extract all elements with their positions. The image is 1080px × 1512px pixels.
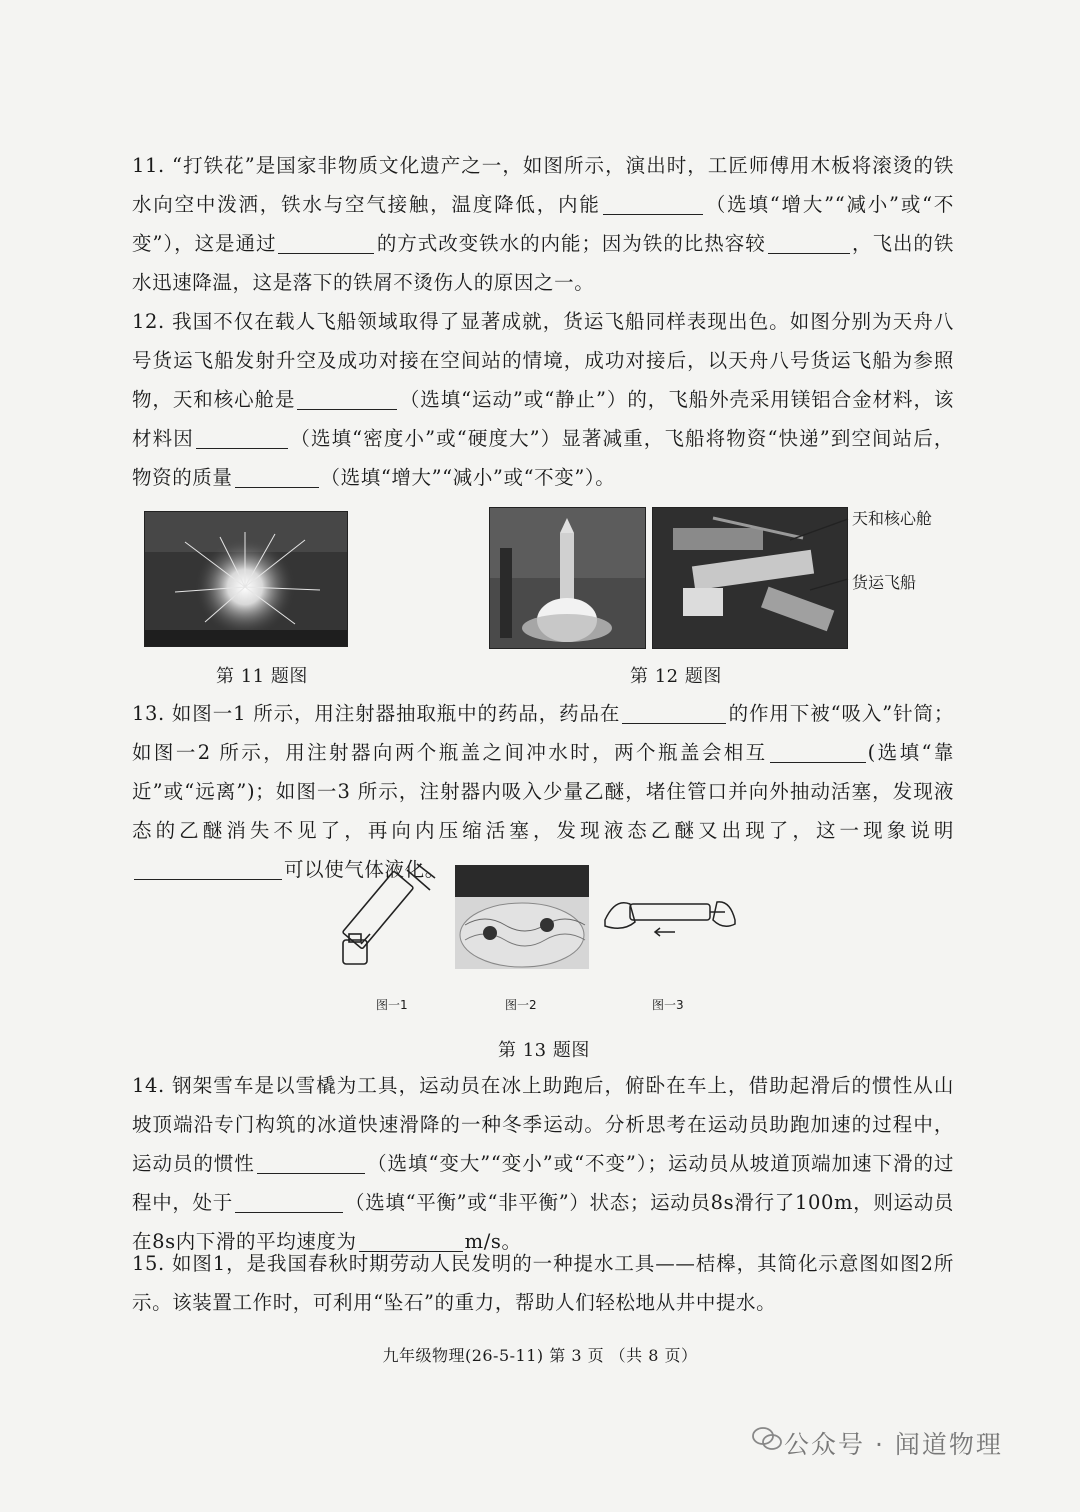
q12-text-a: 12. 我国不仅在载人飞船领域取得了显著成就，货运飞船同样表现出色。如图分别为天舟八号货运飞船发射升空及成功对接在空间站的情境，成功对接后，以天舟八号货运飞船为参照物，天和核心舱是 — [132, 310, 954, 411]
q11-blank-1[interactable] — [603, 192, 703, 215]
question-11 — [132, 146, 954, 302]
q12-blank-2[interactable] — [196, 426, 288, 449]
question-14 — [132, 1066, 954, 1261]
q13-text-c: (选填“靠近”或“远离”)；如图一3 所示，注射器内吸入少量乙醚，堵住管口并向外抽动活塞，发现液态的乙醚消失不见了，再向内压缩活塞，发现液态乙醚又出现了，这一现象说明 — [132, 741, 954, 842]
q12-blank-3[interactable] — [235, 465, 319, 488]
q15-text: 15. 如图1，是我国春秋时期劳动人民发明的一种提水工具——桔槔，其简化示意图如图2所示。该装置工作时，可利用“坠石”的重力，帮助人们轻松地从井中提水。 — [132, 1252, 954, 1314]
figure-13-1-syringe — [335, 862, 445, 972]
q13-text-d: 可以使气体液化。 — [284, 858, 445, 881]
q14-text-d: m/s。 — [464, 1230, 522, 1253]
q13-blank-1[interactable] — [622, 701, 726, 724]
q14-text-c: （选填“平衡”或“非平衡”）状态；运动员8s滑行了100m，则运动员在8s内下滑的平均速度为 — [132, 1191, 954, 1253]
figure-13-3-caption: 图一3 — [652, 998, 684, 1012]
label-cargo-ship: 货运飞船 — [852, 573, 917, 592]
figure-12-caption: 第 12 题图 — [630, 666, 722, 687]
q13-text-a: 13. 如图一1 所示，用注射器抽取瓶中的药品，药品在 — [132, 702, 621, 725]
figure-12-launch-photo — [489, 507, 646, 649]
q11-text-d: ，飞出的铁水迅速降温，这是落下的铁屑不烫伤人的原因之一。 — [132, 232, 954, 294]
q13-blank-2[interactable] — [770, 740, 866, 763]
question-12 — [132, 302, 954, 497]
q11-blank-3[interactable] — [768, 231, 850, 254]
q14-text-b: （选填“变大”“变小”或“不变”）；运动员从坡道顶端加速下滑的过程中，处于 — [132, 1152, 954, 1214]
page-footer: 九年级物理(26-5-11) 第 3 页 （共 8 页） — [382, 1346, 698, 1365]
q14-blank-1[interactable] — [257, 1151, 365, 1174]
figure-13-3-syringe-hands — [600, 890, 740, 950]
question-13 — [132, 694, 954, 889]
q14-blank-2[interactable] — [235, 1190, 343, 1213]
q13-text-b: 的作用下被“吸入”针筒；如图一2 所示，用注射器向两个瓶盖之间冲水时，两个瓶盖会相互 — [132, 702, 954, 764]
label-tianhe-core: 天和核心舱 — [852, 509, 933, 528]
watermark: 公众号 · 闻道物理 — [784, 1430, 1003, 1459]
wechat-logo-icon — [752, 1426, 782, 1452]
figure-11-caption: 第 11 题图 — [216, 666, 308, 687]
q12-blank-1[interactable] — [297, 387, 397, 410]
question-15 — [132, 1244, 954, 1322]
q11-text-b: （选填“增大”“减小”或“不变”），这是通过 — [132, 193, 955, 255]
q13-blank-3[interactable] — [134, 857, 282, 880]
q12-text-b: （选填“运动”或“静止”）的，飞船外壳采用镁铝合金材料，该材料因 — [132, 388, 954, 450]
figure-13-caption: 第 13 题图 — [498, 1040, 590, 1061]
q12-text-d: （选填“增大”“减小”或“不变”）。 — [320, 466, 616, 489]
figure-11-photo — [144, 511, 348, 647]
q11-blank-2[interactable] — [278, 231, 374, 254]
figure-13-1-caption: 图一1 — [376, 998, 408, 1012]
figure-13-2-caption: 图一2 — [505, 998, 537, 1012]
q11-text-c: 的方式改变铁水的内能；因为铁的比热容较 — [376, 232, 766, 255]
q14-text-a: 14. 钢架雪车是以雪橇为工具，运动员在冰上助跑后，俯卧在车上，借助起滑后的惯性从山坡顶端沿专门构筑的冰道快速滑降的一种冬季运动。分析思考在运动员助跑加速的过程中，运动员的惯性 — [132, 1074, 954, 1175]
q12-text-c: （选填“密度小”或“硬度大”）显著减重，飞船将物资“快递”到空间站后，物资的质量 — [132, 427, 954, 489]
q11-text-a: 11. “打铁花”是国家非物质文化遗产之一，如图所示，演出时，工匠师傅用木板将滚烫的铁水向空中泼洒，铁水与空气接触，温度降低，内能 — [132, 154, 954, 216]
figure-13-2-photo — [455, 865, 589, 969]
